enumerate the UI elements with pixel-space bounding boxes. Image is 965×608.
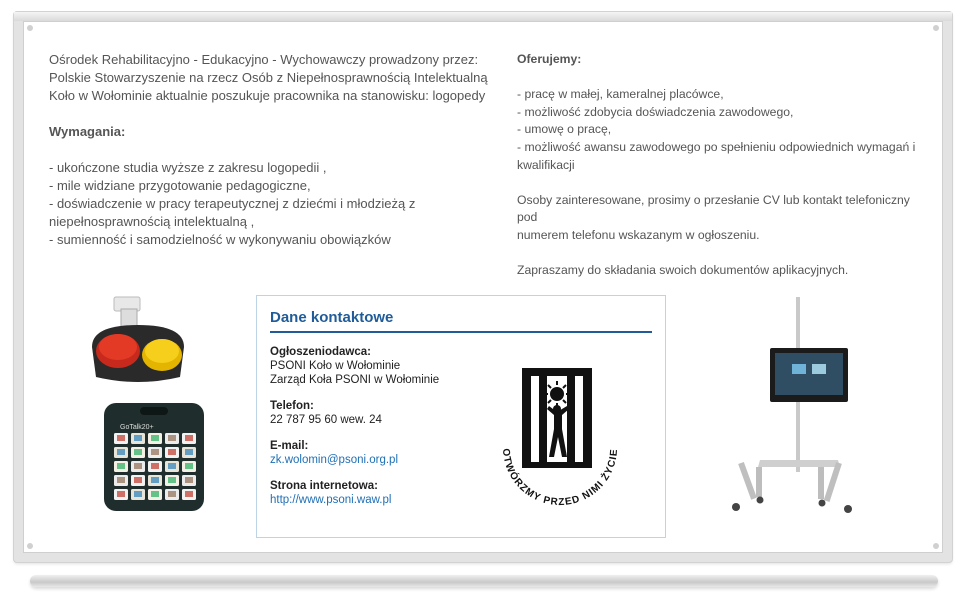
email-link[interactable]: zk.wolomin@psoni.org.pl (270, 454, 399, 466)
whiteboard-tray (30, 575, 938, 587)
symbol-picture (134, 463, 142, 469)
offer-section (517, 51, 927, 280)
symbol-picture (185, 449, 193, 455)
symbol-keys (114, 433, 196, 500)
switch-device-image (86, 295, 190, 393)
offer-item: - umowę o pracę, (517, 122, 612, 137)
intro-line: Ośrodek Rehabilitacyjno - Edukacyjno - Wychowawczy prowadzony przez: (49, 52, 479, 67)
symbol-picture (151, 477, 159, 483)
symbol-picture (117, 463, 125, 469)
symbol-picture (185, 477, 193, 483)
symbol-picture (134, 435, 142, 441)
website-link[interactable]: http://www.psoni.waw.pl (270, 494, 392, 506)
corner-screw (27, 543, 33, 549)
intro-line: Koło w Wołominie aktualnie poszukuje pracownika na stanowisku: logopedy (49, 88, 486, 103)
symbol-picture (151, 449, 159, 455)
corner-screw (933, 543, 939, 549)
corner-screw (933, 25, 939, 31)
symbol-picture (134, 449, 142, 455)
requirement-item: - sumienność i samodzielność w wykonywaniu obowiązków (49, 232, 391, 247)
advertiser-name: Zarząd Koła PSONI w Wołominie (270, 374, 440, 386)
psoni-logo (495, 362, 625, 512)
contact-title: Dane kontaktowe (270, 309, 652, 333)
closing-text: Zapraszamy do składania swoich dokumentów aplikacyjnych. (517, 263, 849, 278)
symbol-picture (134, 491, 142, 497)
intro-line: Polskie Stowarzyszenie na rzecz Osób z Niepełnosprawnością Intelektualną (49, 70, 488, 85)
symbol-picture (134, 477, 142, 483)
device-brand: GoTalk20+ (120, 424, 154, 431)
symbol-picture (168, 491, 176, 497)
offer-item: - możliwość zdobycia doświadczenia zawodowego, (517, 104, 794, 119)
requirement-item: - mile widziane przygotowanie pedagogiczne, (49, 178, 311, 193)
symbol-picture (151, 435, 159, 441)
job-description (49, 51, 499, 249)
symbol-picture (117, 477, 125, 483)
requirement-item: - ukończone studia wyższe z zakresu logopedii , (49, 160, 327, 175)
offer-item: kwalifikacji (517, 157, 575, 172)
touchscreen-stand-image (720, 295, 860, 520)
symbol-picture (117, 491, 125, 497)
website-label: Strona internetowa: (270, 480, 378, 492)
phone-label: Telefon: (270, 400, 314, 412)
symbol-picture (151, 491, 159, 497)
symbol-picture (185, 435, 193, 441)
offer-item: - pracę w małej, kameralnej placówce, (517, 87, 724, 102)
communicator-device-image (100, 399, 208, 515)
symbol-picture (117, 449, 125, 455)
email-label: E-mail: (270, 440, 309, 452)
requirement-item: - doświadczenie w pracy terapeutycznej z dziećmi i młodzieżą z (49, 196, 416, 211)
phone-number: 22 787 95 60 wew. 24 (270, 414, 382, 426)
cv-line: numerem telefonu wskazanym w ogłoszeniu. (517, 227, 760, 242)
requirement-item: niepełnosprawnością intelektualną , (49, 214, 255, 229)
cv-line: Osoby zainteresowane, prosimy o przesłanie CV lub kontakt telefoniczny pod (517, 192, 910, 225)
sun-icon (550, 387, 564, 401)
advertiser-name: PSONI Koło w Wołominie (270, 360, 401, 372)
requirements-heading: Wymagania: (49, 124, 126, 139)
corner-screw (27, 25, 33, 31)
symbol-picture (168, 477, 176, 483)
symbol-picture (185, 491, 193, 497)
offer-heading: Oferujemy: (517, 52, 582, 66)
logo-slogan: OTWÓRZMY PRZED NIMI ŻYCIE (499, 448, 621, 509)
offer-item: - możliwość awansu zawodowego po spełnieniu odpowiednich wymagań i (517, 139, 916, 154)
symbol-picture (168, 449, 176, 455)
advertiser-label: Ogłoszeniodawca: (270, 346, 371, 358)
symbol-picture (185, 463, 193, 469)
symbol-picture (168, 463, 176, 469)
symbol-picture (151, 463, 159, 469)
symbol-picture (168, 435, 176, 441)
contact-details (270, 345, 490, 519)
symbol-picture (117, 435, 125, 441)
